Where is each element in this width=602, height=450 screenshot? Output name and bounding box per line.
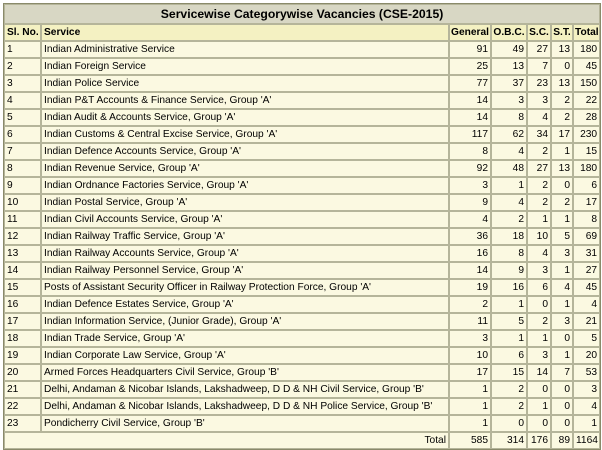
cell-obc: 1: [491, 330, 527, 347]
cell-sl-no: 2: [4, 58, 41, 75]
cell-obc: 48: [491, 160, 527, 177]
cell-st: 13: [551, 160, 573, 177]
cell-service: Indian Civil Accounts Service, Group 'A': [41, 211, 449, 228]
table-row: [4, 92, 600, 109]
cell-total: 6: [573, 177, 600, 194]
table-row: [4, 279, 600, 296]
cell-sl-no: 3: [4, 75, 41, 92]
cell-st: 3: [551, 313, 573, 330]
cell-st: 5: [551, 228, 573, 245]
header-obc: O.B.C.: [491, 24, 527, 41]
cell-sl-no: 1: [4, 41, 41, 58]
cell-st: 0: [551, 381, 573, 398]
cell-service: Indian Railway Accounts Service, Group 'A': [41, 245, 449, 262]
cell-general: 14: [449, 92, 491, 109]
vacancies-table: [3, 3, 601, 450]
table-row: [4, 211, 600, 228]
table-row: [4, 296, 600, 313]
cell-general: 91: [449, 41, 491, 58]
cell-total: 22: [573, 92, 600, 109]
table-row: [4, 75, 600, 92]
cell-service: Indian Corporate Law Service, Group 'A': [41, 347, 449, 364]
cell-st: 0: [551, 58, 573, 75]
cell-sl-no: 13: [4, 245, 41, 262]
cell-sl-no: 8: [4, 160, 41, 177]
cell-sc: 27: [527, 41, 551, 58]
cell-total: 3: [573, 381, 600, 398]
cell-sl-no: 16: [4, 296, 41, 313]
cell-st: 1: [551, 347, 573, 364]
cell-obc: 2: [491, 211, 527, 228]
cell-sc: 3: [527, 92, 551, 109]
cell-service: Indian Railway Personnel Service, Group 'A': [41, 262, 449, 279]
cell-total: 5: [573, 330, 600, 347]
vacancies-table-container: [3, 3, 601, 450]
table-row: [4, 41, 600, 58]
cell-total: 21: [573, 313, 600, 330]
cell-obc: 37: [491, 75, 527, 92]
cell-sl-no: 15: [4, 279, 41, 296]
cell-sl-no: 6: [4, 126, 41, 143]
cell-general: 3: [449, 177, 491, 194]
cell-sl-no: 4: [4, 92, 41, 109]
total-sc: 176: [527, 432, 551, 449]
cell-service: Indian Information Service, (Junior Grade), Group 'A': [41, 313, 449, 330]
cell-total: 27: [573, 262, 600, 279]
cell-service: Indian P&T Accounts & Finance Service, Group 'A': [41, 92, 449, 109]
cell-total: 45: [573, 58, 600, 75]
table-body: [4, 41, 600, 432]
cell-sc: 2: [527, 143, 551, 160]
table-row: [4, 364, 600, 381]
cell-service: Indian Defence Accounts Service, Group 'A': [41, 143, 449, 160]
cell-sl-no: 21: [4, 381, 41, 398]
cell-total: 150: [573, 75, 600, 92]
cell-general: 2: [449, 296, 491, 313]
cell-sc: 1: [527, 330, 551, 347]
cell-sc: 0: [527, 381, 551, 398]
cell-service: Posts of Assistant Security Officer in Railway Protection Force, Group 'A': [41, 279, 449, 296]
cell-total: 8: [573, 211, 600, 228]
cell-service: Indian Revenue Service, Group 'A': [41, 160, 449, 177]
cell-sc: 1: [527, 211, 551, 228]
cell-st: 17: [551, 126, 573, 143]
cell-obc: 6: [491, 347, 527, 364]
cell-sc: 3: [527, 262, 551, 279]
cell-general: 14: [449, 109, 491, 126]
header-sc: S.C.: [527, 24, 551, 41]
cell-obc: 13: [491, 58, 527, 75]
cell-sl-no: 10: [4, 194, 41, 211]
cell-sc: 4: [527, 109, 551, 126]
cell-general: 117: [449, 126, 491, 143]
cell-service: Delhi, Andaman & Nicobar Islands, Lakshadweep, D D & NH Civil Service, Group 'B': [41, 381, 449, 398]
cell-total: 31: [573, 245, 600, 262]
cell-st: 0: [551, 398, 573, 415]
cell-sl-no: 5: [4, 109, 41, 126]
cell-obc: 8: [491, 245, 527, 262]
header-general: General: [449, 24, 491, 41]
total-obc: 314: [491, 432, 527, 449]
cell-obc: 4: [491, 194, 527, 211]
cell-service: Indian Administrative Service: [41, 41, 449, 58]
cell-sl-no: 9: [4, 177, 41, 194]
cell-st: 13: [551, 75, 573, 92]
cell-general: 19: [449, 279, 491, 296]
header-st: S.T.: [551, 24, 573, 41]
cell-general: 25: [449, 58, 491, 75]
cell-general: 3: [449, 330, 491, 347]
cell-general: 4: [449, 211, 491, 228]
cell-total: 4: [573, 296, 600, 313]
cell-sc: 2: [527, 194, 551, 211]
cell-st: 1: [551, 211, 573, 228]
table-row: [4, 313, 600, 330]
cell-sl-no: 7: [4, 143, 41, 160]
cell-service: Indian Defence Estates Service, Group 'A': [41, 296, 449, 313]
cell-general: 11: [449, 313, 491, 330]
cell-general: 77: [449, 75, 491, 92]
cell-sl-no: 18: [4, 330, 41, 347]
cell-obc: 3: [491, 92, 527, 109]
cell-st: 2: [551, 92, 573, 109]
table-row: [4, 177, 600, 194]
cell-general: 16: [449, 245, 491, 262]
cell-service: Indian Customs & Central Excise Service, Group 'A': [41, 126, 449, 143]
cell-sl-no: 17: [4, 313, 41, 330]
cell-sc: 0: [527, 415, 551, 432]
table-row: [4, 381, 600, 398]
cell-sc: 0: [527, 296, 551, 313]
header-sl-no: Sl. No.: [4, 24, 41, 41]
header-service: Service: [41, 24, 449, 41]
total-total: 1164: [573, 432, 600, 449]
cell-st: 3: [551, 245, 573, 262]
table-row: [4, 228, 600, 245]
cell-st: 2: [551, 109, 573, 126]
table-row: [4, 245, 600, 262]
cell-st: 1: [551, 262, 573, 279]
cell-st: 13: [551, 41, 573, 58]
cell-service: Armed Forces Headquarters Civil Service, Group 'B': [41, 364, 449, 381]
cell-service: Delhi, Andaman & Nicobar Islands, Lakshadweep, D D & NH Police Service, Group 'B': [41, 398, 449, 415]
table-row: [4, 347, 600, 364]
totals-row: [4, 432, 600, 449]
table-row: [4, 330, 600, 347]
cell-total: 69: [573, 228, 600, 245]
cell-sc: 10: [527, 228, 551, 245]
table-row: [4, 415, 600, 432]
total-general: 585: [449, 432, 491, 449]
table-title: Servicewise Categorywise Vacancies (CSE-2015): [4, 4, 600, 24]
cell-sc: 2: [527, 313, 551, 330]
cell-obc: 9: [491, 262, 527, 279]
cell-st: 0: [551, 177, 573, 194]
cell-obc: 18: [491, 228, 527, 245]
table-row: [4, 398, 600, 415]
cell-sl-no: 20: [4, 364, 41, 381]
table-row: [4, 143, 600, 160]
cell-service: Indian Railway Traffic Service, Group 'A': [41, 228, 449, 245]
totals-label: Total: [4, 432, 449, 449]
cell-obc: 2: [491, 398, 527, 415]
cell-general: 17: [449, 364, 491, 381]
cell-obc: 1: [491, 177, 527, 194]
cell-total: 45: [573, 279, 600, 296]
cell-sl-no: 11: [4, 211, 41, 228]
cell-sl-no: 22: [4, 398, 41, 415]
cell-sc: 27: [527, 160, 551, 177]
table-row: [4, 109, 600, 126]
cell-total: 4: [573, 398, 600, 415]
cell-total: 17: [573, 194, 600, 211]
cell-sc: 7: [527, 58, 551, 75]
cell-st: 4: [551, 279, 573, 296]
cell-service: Indian Audit & Accounts Service, Group 'A': [41, 109, 449, 126]
cell-sl-no: 12: [4, 228, 41, 245]
cell-st: 1: [551, 143, 573, 160]
cell-st: 2: [551, 194, 573, 211]
header-row: [4, 24, 600, 41]
cell-st: 7: [551, 364, 573, 381]
cell-total: 180: [573, 160, 600, 177]
cell-total: 180: [573, 41, 600, 58]
table-row: [4, 262, 600, 279]
cell-st: 0: [551, 330, 573, 347]
cell-total: 1: [573, 415, 600, 432]
cell-sc: 23: [527, 75, 551, 92]
table-row: [4, 160, 600, 177]
cell-service: Pondicherry Civil Service, Group 'B': [41, 415, 449, 432]
cell-service: Indian Postal Service, Group 'A': [41, 194, 449, 211]
cell-obc: 16: [491, 279, 527, 296]
cell-service: Indian Trade Service, Group 'A': [41, 330, 449, 347]
cell-sc: 6: [527, 279, 551, 296]
cell-sl-no: 14: [4, 262, 41, 279]
cell-general: 9: [449, 194, 491, 211]
table-row: [4, 194, 600, 211]
header-total: Total: [573, 24, 600, 41]
table-row: [4, 126, 600, 143]
cell-sc: 2: [527, 177, 551, 194]
cell-obc: 49: [491, 41, 527, 58]
cell-general: 1: [449, 381, 491, 398]
cell-total: 15: [573, 143, 600, 160]
cell-st: 1: [551, 296, 573, 313]
cell-sc: 3: [527, 347, 551, 364]
cell-general: 8: [449, 143, 491, 160]
cell-obc: 2: [491, 381, 527, 398]
cell-sc: 1: [527, 398, 551, 415]
cell-service: Indian Foreign Service: [41, 58, 449, 75]
cell-general: 1: [449, 398, 491, 415]
cell-sc: 34: [527, 126, 551, 143]
cell-total: 53: [573, 364, 600, 381]
cell-sc: 14: [527, 364, 551, 381]
cell-general: 14: [449, 262, 491, 279]
cell-obc: 4: [491, 143, 527, 160]
cell-obc: 0: [491, 415, 527, 432]
cell-sl-no: 19: [4, 347, 41, 364]
cell-obc: 1: [491, 296, 527, 313]
cell-general: 92: [449, 160, 491, 177]
cell-total: 20: [573, 347, 600, 364]
cell-general: 1: [449, 415, 491, 432]
cell-total: 230: [573, 126, 600, 143]
cell-st: 0: [551, 415, 573, 432]
cell-total: 28: [573, 109, 600, 126]
cell-general: 10: [449, 347, 491, 364]
cell-obc: 15: [491, 364, 527, 381]
cell-service: Indian Police Service: [41, 75, 449, 92]
cell-obc: 5: [491, 313, 527, 330]
cell-obc: 8: [491, 109, 527, 126]
total-st: 89: [551, 432, 573, 449]
cell-service: Indian Ordnance Factories Service, Group 'A': [41, 177, 449, 194]
table-row: [4, 58, 600, 75]
cell-sl-no: 23: [4, 415, 41, 432]
cell-obc: 62: [491, 126, 527, 143]
cell-general: 36: [449, 228, 491, 245]
cell-sc: 4: [527, 245, 551, 262]
